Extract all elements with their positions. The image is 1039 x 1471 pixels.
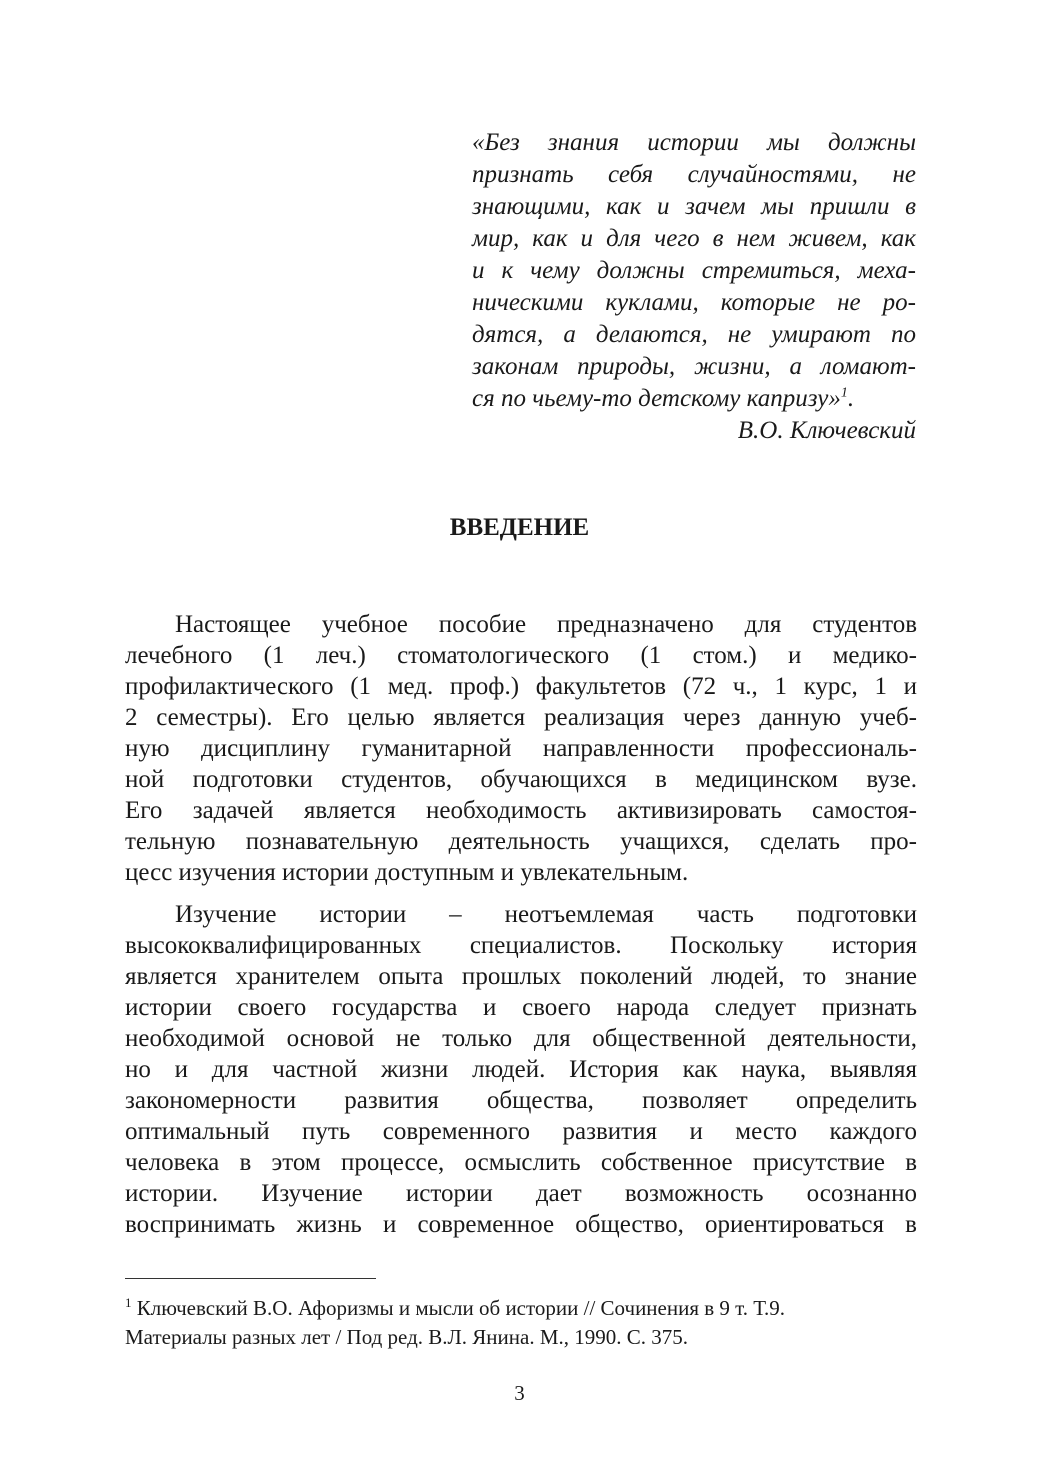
body-line: ной подготовки студентов, обучающихся в медицинском вузе. xyxy=(125,766,917,793)
body-line: высококвалифицированных специалистов. Поскольку история xyxy=(125,932,917,959)
epigraph-line-text: ся по чьему-то детскому капризу» xyxy=(472,385,841,412)
body-line: Изучение истории – неотъемлемая часть подготовки xyxy=(175,901,917,928)
epigraph-line: мир, как и для чего в нем живем, как xyxy=(472,225,916,252)
body-line: тельную познавательную деятельность учащихся, сделать про- xyxy=(125,828,917,855)
footnote-mark: 1 xyxy=(125,1295,132,1310)
epigraph-line: законам природы, жизни, а ломают- xyxy=(472,353,916,380)
epigraph-end-punct: . xyxy=(847,385,855,412)
page-number: 3 xyxy=(514,1381,525,1405)
body-line: но и для частной жизни людей. История как наука, выявляя xyxy=(125,1056,917,1083)
body-line: ную дисциплину гуманитарной направленности профессиональ- xyxy=(125,735,917,762)
body-line: оптимальный путь современного развития и место каждого xyxy=(125,1118,917,1145)
epigraph-author: В.О. Ключевский xyxy=(737,417,916,444)
footnote-divider xyxy=(125,1278,376,1279)
body-line: профилактического (1 мед. проф.) факультетов (72 ч., 1 курс, 1 и xyxy=(125,673,917,700)
epigraph-line: ническими куклами, которые не ро- xyxy=(472,289,916,316)
footnote-line xyxy=(125,1293,917,1323)
epigraph-line: «Без знания истории мы должны xyxy=(472,129,916,156)
epigraph-line: дятся, а делаются, не умирают по xyxy=(472,321,916,348)
body-line: истории. Изучение истории дает возможность осознанно xyxy=(125,1180,917,1207)
footnote-text: Ключевский В.О. Афоризмы и мысли об истории // Сочинения в 9 т. Т.9. xyxy=(131,1296,785,1320)
epigraph-last-line xyxy=(472,383,916,415)
body-line: истории своего государства и своего народа следует признать xyxy=(125,994,917,1021)
epigraph-line: признать себя случайностями, не xyxy=(472,161,916,188)
body-line: воспринимать жизнь и современное общество, ориентироваться в xyxy=(125,1211,917,1238)
epigraph-line: знающими, как и зачем мы пришли в xyxy=(472,193,916,220)
body-line: цесс изучения истории доступным и увлекательным. xyxy=(125,859,689,886)
footnote-line: Материалы разных лет / Под ред. В.Л. Янина. М., 1990. С. 375. xyxy=(125,1325,689,1349)
section-heading: ВВЕДЕНИЕ xyxy=(449,514,590,541)
body-line: Его задачей является необходимость активизировать самостоя- xyxy=(125,797,917,824)
body-line: человека в этом процессе, осмыслить собственное присутствие в xyxy=(125,1149,917,1176)
body-line: Настоящее учебное пособие предназначено для студентов xyxy=(175,611,917,638)
body-line: является хранителем опыта прошлых поколений людей, то знание xyxy=(125,963,917,990)
epigraph-line: и к чему должны стремиться, меха- xyxy=(472,257,916,284)
footnote-reference[interactable]: 1 xyxy=(840,385,848,401)
body-line: необходимой основой не только для общественной деятельности, xyxy=(125,1025,917,1052)
body-line: закономерности развития общества, позволяет определить xyxy=(125,1087,917,1114)
body-line: лечебного (1 леч.) стоматологического (1 стом.) и медико- xyxy=(125,642,917,669)
body-line: 2 семестры). Его целью является реализация через данную учеб- xyxy=(125,704,917,731)
